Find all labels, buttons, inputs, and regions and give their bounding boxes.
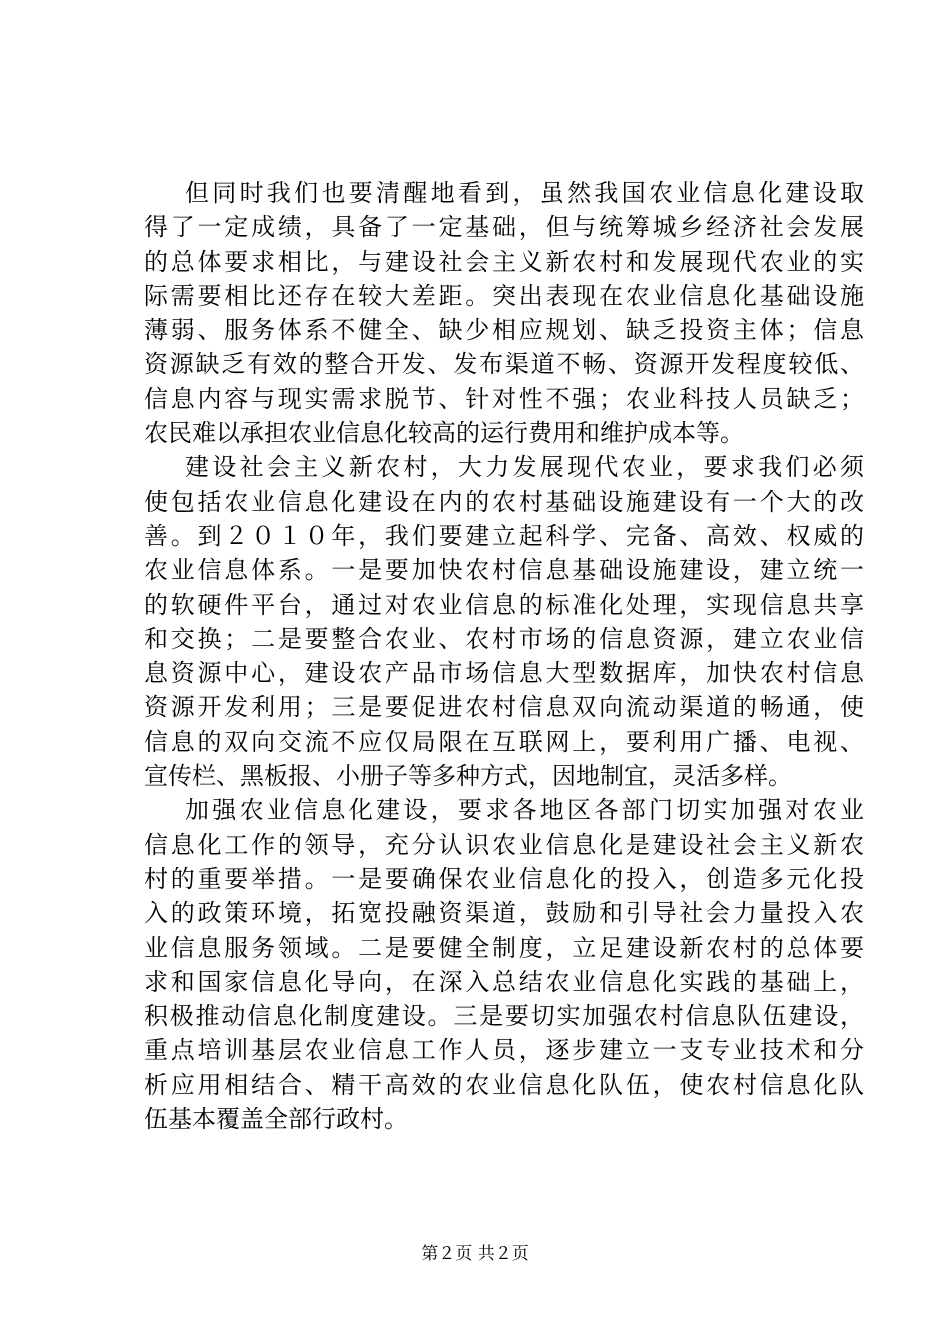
text-line: 入的政策环境，拓宽投融资渠道，鼓励和引导社会力量投入农 (144, 899, 864, 928)
text-line: 薄弱、服务体系不健全、缺少相应规划、缺乏投资主体；信息 (144, 316, 864, 345)
text-line: 的总体要求相比，与建设社会主义新农村和发展现代农业的实 (144, 247, 864, 276)
text-line: 息资源中心，建设农产品市场信息大型数据库，加快农村信息 (144, 659, 864, 688)
text-line: 业信息服务领域。二是要健全制度，立足建设新农村的总体要 (144, 933, 864, 962)
text-line: 资源开发利用；三是要促进农村信息双向流动渠道的畅通，使 (144, 693, 864, 722)
page-footer: 第２页 共２页 (421, 1244, 529, 1264)
text-line: 宣传栏、黑板报、小册子等多种方式，因地制宜，灵活多样。 (144, 762, 792, 791)
text-line: 农民难以承担农业信息化较高的运行费用和维护成本等。 (144, 419, 744, 448)
text-line: 村的重要举措。一是要确保农业信息化的投入，创造多元化投 (144, 864, 864, 893)
text-line: 加强农业信息化建设，要求各地区各部门切实加强对农业 (185, 796, 864, 825)
text-line: 积极推动信息化制度建设。三是要切实加强农村信息队伍建设， (144, 1002, 864, 1031)
document-body (144, 176, 864, 1136)
text-line: 信息内容与现实需求脱节、针对性不强；农业科技人员缺乏； (144, 384, 864, 413)
text-line: 际需要相比还存在较大差距。突出表现在农业信息化基础设施 (144, 281, 864, 310)
text-line: 使包括农业信息化建设在内的农村基础设施建设有一个大的改 (144, 487, 864, 516)
text-line: 得了一定成绩，具备了一定基础，但与统筹城乡经济社会发展 (144, 213, 864, 242)
text-line: 资源缺乏有效的整合开发、发布渠道不畅、资源开发程度较低、 (144, 350, 864, 379)
text-line: 善。到２０１０年，我们要建立起科学、完备、高效、权威的 (144, 521, 864, 550)
paragraph-3 (144, 793, 864, 1136)
text-line: 信息化工作的领导，充分认识农业信息化是建设社会主义新农 (144, 830, 864, 859)
text-line: 求和国家信息化导向，在深入总结农业信息化实践的基础上， (144, 967, 864, 996)
text-line: 信息的双向交流不应仅局限在互联网上，要利用广播、电视、 (144, 727, 864, 756)
text-line: 但同时我们也要清醒地看到，虽然我国农业信息化建设取 (185, 179, 864, 207)
text-line: 伍基本覆盖全部行政村。 (144, 1105, 408, 1134)
text-line: 析应用相结合、精干高效的农业信息化队伍，使农村信息化队 (144, 1070, 864, 1099)
paragraph-1 (144, 176, 864, 450)
text-line: 和交换；二是要整合农业、农村市场的信息资源，建立农业信 (144, 624, 864, 653)
paragraph-2 (144, 450, 864, 793)
text-line: 的软硬件平台，通过对农业信息的标准化处理，实现信息共享 (144, 590, 864, 619)
text-line: 农业信息体系。一是要加快农村信息基础设施建设，建立统一 (144, 556, 864, 585)
text-line: 重点培训基层农业信息工作人员，逐步建立一支专业技术和分 (144, 1036, 864, 1065)
text-line: 建设社会主义新农村，大力发展现代农业，要求我们必须 (185, 453, 864, 482)
